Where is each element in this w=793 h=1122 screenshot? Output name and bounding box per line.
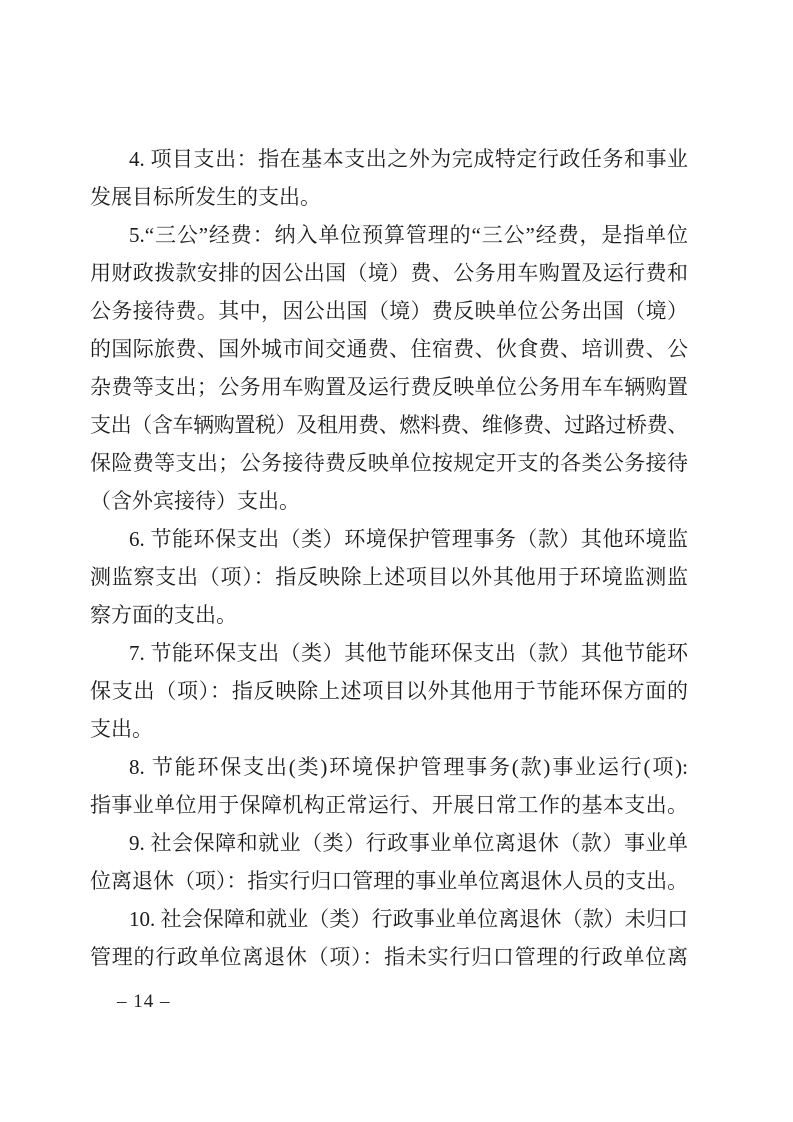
text-line: 杂费等支出；公务用车购置及运行费反映单位公务用车车辆购置 xyxy=(90,375,688,399)
text-line: 4. 项目支出：指在基本支出之外为完成特定行政任务和事业 xyxy=(129,147,688,171)
document-body xyxy=(90,140,688,976)
text-line: 9. 社会保障和就业（类）行政事业单位离退休（款）事业单 xyxy=(129,831,688,855)
text-line: 保支出（项）：指反映除上述项目以外其他用于节能环保方面的 xyxy=(90,679,688,703)
text-line: 支出。 xyxy=(90,717,153,741)
text-line: 公务接待费。其中，因公出国（境）费反映单位公务出国（境） xyxy=(90,299,688,323)
text-line: 位离退休（项）：指实行归口管理的事业单位离退休人员的支出。 xyxy=(90,869,688,893)
text-line: 保险费等支出；公务接待费反映单位按规定开支的各类公务接待 xyxy=(90,451,688,475)
text-line: 发展目标所发生的支出。 xyxy=(90,185,321,209)
text-line: 7. 节能环保支出（类）其他节能环保支出（款）其他节能环 xyxy=(129,641,688,665)
text-line: 的国际旅费、国外城市间交通费、住宿费、伙食费、培训费、公 xyxy=(90,337,688,361)
text-line: 支出（含车辆购置税）及租用费、燃料费、维修费、过路过桥费、 xyxy=(90,413,688,437)
text-line: 8. 节能环保支出(类)环境保护管理事务(款)事业运行(项): xyxy=(129,755,688,779)
paragraph-6 xyxy=(90,520,688,634)
text-line: 察方面的支出。 xyxy=(90,603,237,627)
text-line: 6. 节能环保支出（类）环境保护管理事务（款）其他环境监 xyxy=(129,527,688,551)
paragraph-7 xyxy=(90,634,688,748)
text-line: 指事业单位用于保障机构正常运行、开展日常工作的基本支出。 xyxy=(90,793,688,817)
paragraph-9 xyxy=(90,824,688,900)
text-line: 用财政拨款安排的因公出国（境）费、公务用车购置及运行费和 xyxy=(90,261,688,285)
text-line: （含外宾接待）支出。 xyxy=(90,489,300,513)
text-line: 管理的行政单位离退休（项）：指未实行归口管理的行政单位离 xyxy=(90,945,688,969)
paragraph-5 xyxy=(90,216,688,520)
text-line: 10. 社会保障和就业（类）行政事业单位离退休（款）未归口 xyxy=(129,907,688,931)
page-number: – 14 – xyxy=(117,991,171,1012)
paragraph-4 xyxy=(90,140,688,216)
text-line: 5.“三公”经费：纳入单位预算管理的“三公”经费，是指单位 xyxy=(129,223,688,247)
text-line: 测监察支出（项）：指反映除上述项目以外其他用于环境监测监 xyxy=(90,565,688,589)
paragraph-8 xyxy=(90,748,688,824)
paragraph-10 xyxy=(90,900,688,976)
